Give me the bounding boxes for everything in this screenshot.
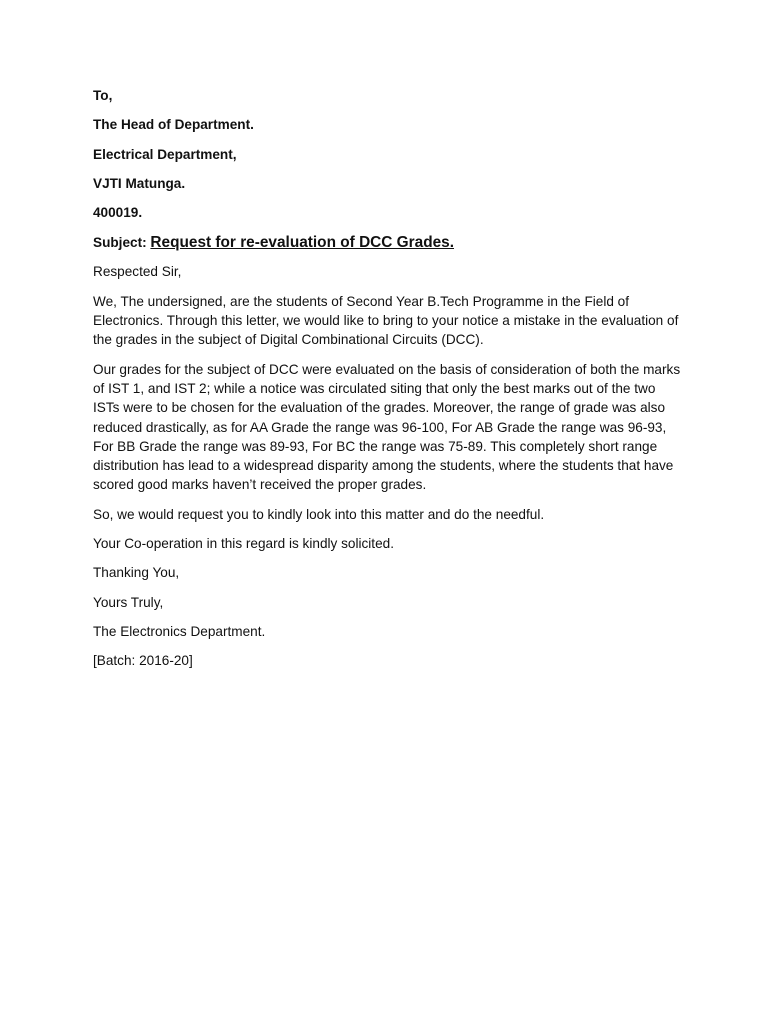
body-paragraph-3: So, we would request you to kindly look into this matter and do the needful. [93, 506, 545, 522]
letter-page [93, 86, 683, 681]
recipient-department: Electrical Department, [93, 146, 237, 162]
salutation: Respected Sir, [93, 264, 182, 280]
recipient-institute: VJTI Matunga. [93, 175, 186, 191]
body-paragraph-4: Your Co-operation in this regard is kindly solicited. [93, 536, 394, 552]
recipient-title: The Head of Department. [93, 117, 254, 133]
closing-yours: Yours Truly, [93, 594, 164, 610]
recipient-block [93, 86, 683, 222]
sender-name: The Electronics Department. [93, 623, 266, 639]
batch-line: [Batch: 2016-20] [93, 653, 193, 669]
subject-label: Subject: [93, 235, 147, 251]
subject-text: Request for re-evaluation of DCC Grades. [150, 234, 455, 252]
closing-thanks: Thanking You, [93, 565, 180, 581]
subject-line [93, 232, 683, 254]
closing-block [93, 563, 683, 670]
to-line: To, [93, 88, 113, 103]
body-paragraph-1: We, The undersigned, are the students of Second Year B.Tech Programme in the Field of Electronics. Through this letter, we would like to bring to your notice a mistake in the evaluation of the grades in the subject of Digital Combinational Circuits (DCC). [93, 293, 679, 348]
recipient-pincode: 400019. [93, 205, 143, 221]
body-paragraph-2: Our grades for the subject of DCC were evaluated on the basis of consideration of both the marks of IST 1, and IST 2; while a notice was circulated siting that only the best marks out of the two ISTs were to be chosen for the evaluation of the grades. Moreover, the range of grade was also reduced drastically, as for AA Grade the range was 96-100, For AB Grade the range was 96-93, For BB Grade the range was 89-93, For BC the range was 75-89. This completely short range distribution has lead to a widespread disparity among the students, where the students that have scored good marks haven’t received the proper grades. [93, 361, 681, 493]
